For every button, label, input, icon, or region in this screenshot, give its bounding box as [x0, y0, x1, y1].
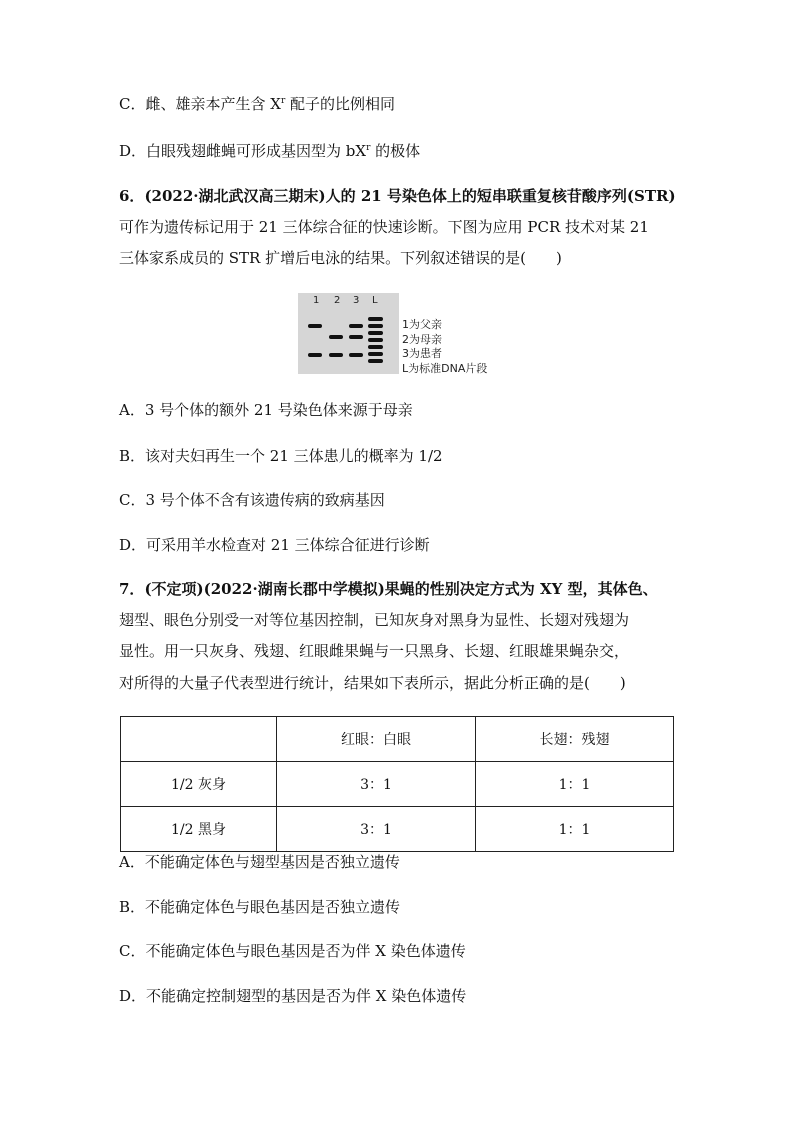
table-header-row [121, 717, 674, 762]
q7-stem-line-1 [119, 579, 658, 599]
ladder-band [368, 324, 383, 328]
table-cell: 1/2 黑身 [121, 807, 277, 852]
q6-stem-line-1 [119, 186, 676, 206]
option-text-tail: 的极体 [370, 142, 421, 160]
table-cell: 1：1 [476, 762, 674, 807]
question-type-tag: (不定项) [144, 580, 204, 598]
lane-label: L [372, 295, 378, 306]
option-text: C．雌、雄亲本产生含 X [119, 95, 281, 113]
superscript: r [366, 143, 371, 153]
q7-option-d: D．不能确定控制翅型的基因是否为伴 X 染色体遗传 [119, 987, 467, 1005]
q6-option-b: B．该对夫妇再生一个 21 三体患儿的概率为 1/2 [119, 447, 443, 465]
gel-band [349, 324, 363, 328]
ladder-band [368, 352, 383, 356]
table-header-cell: 长翅：残翅 [476, 717, 674, 762]
results-table [120, 716, 674, 852]
gel-band [308, 353, 322, 357]
gel-band [308, 324, 322, 328]
gel-band [329, 353, 343, 357]
question-source: (2022·湖北武汉高三期末)人的 21 号染色体上的短串联重复核苷酸序列(STR) [144, 187, 676, 205]
legend-item: L为标准DNA片段 [402, 361, 488, 375]
ladder-band [368, 359, 383, 363]
ladder-band [368, 338, 383, 342]
q6-option-d: D．可采用羊水检查对 21 三体综合征进行诊断 [119, 536, 430, 554]
option-text-tail: 配子的比例相同 [285, 95, 396, 113]
lane-label: 1 [313, 295, 320, 306]
q6-option-c: C．3 号个体不含有该遗传病的致病基因 [119, 491, 385, 509]
ladder-band [368, 331, 383, 335]
question-source: (2022·湖南长郡中学模拟)果蝇的性别决定方式为 XY 型，其体色、 [203, 580, 658, 598]
q6-option-a: A．3 号个体的额外 21 号染色体来源于母亲 [119, 401, 413, 419]
table-cell: 1：1 [476, 807, 674, 852]
ladder-band [368, 345, 383, 349]
table-cell: 1/2 灰身 [121, 762, 277, 807]
q6-stem-line-3: 三体家系成员的 STR 扩增后电泳的结果。下列叙述错误的是( ) [119, 249, 562, 267]
gel-electrophoresis-figure [298, 293, 399, 374]
table-row [121, 762, 674, 807]
table-header-cell [121, 717, 277, 762]
gel-band [329, 335, 343, 339]
q7-option-a: A．不能确定体色与翅型基因是否独立遗传 [119, 853, 400, 871]
table-cell: 3：1 [277, 807, 476, 852]
legend-item: 1为父亲 [402, 318, 442, 331]
question-number: 6． [119, 187, 145, 205]
table-header-cell: 红眼：白眼 [277, 717, 476, 762]
superscript: r [280, 96, 286, 106]
q7-option-c: C．不能确定体色与眼色基因是否为伴 X 染色体遗传 [119, 942, 466, 960]
gel-band [349, 335, 363, 339]
option-c-q5 [119, 94, 395, 114]
q7-option-b: B．不能确定体色与眼色基因是否独立遗传 [119, 898, 401, 916]
q7-stem-line-2: 翅型、眼色分别受一对等位基因控制，已知灰身对黑身为显性、长翅对残翅为 [119, 611, 630, 629]
ladder-band [368, 317, 383, 321]
gel-band [349, 353, 363, 357]
lane-label: 2 [334, 295, 341, 306]
option-d-q5 [119, 141, 420, 161]
question-number: 7． [119, 580, 145, 598]
q7-stem-line-4: 对所得的大量子代表型进行统计，结果如下表所示，据此分析正确的是( ) [119, 674, 626, 692]
legend-item: 3为患者 [402, 347, 442, 360]
legend-item: 2为母亲 [402, 332, 442, 346]
q7-stem-line-3: 显性。用一只灰身、残翅、红眼雌果蝇与一只黑身、长翅、红眼雄果蝇杂交， [119, 642, 630, 660]
q6-stem-line-2: 可作为遗传标记用于 21 三体综合征的快速诊断。下图为应用 PCR 技术对某 21 [119, 218, 649, 236]
lane-label: 3 [353, 295, 360, 306]
table-row [121, 807, 674, 852]
option-text: D．白眼残翅雌蝇可形成基因型为 bX [119, 142, 367, 160]
gel-legend [402, 318, 487, 376]
table-cell: 3：1 [277, 762, 476, 807]
